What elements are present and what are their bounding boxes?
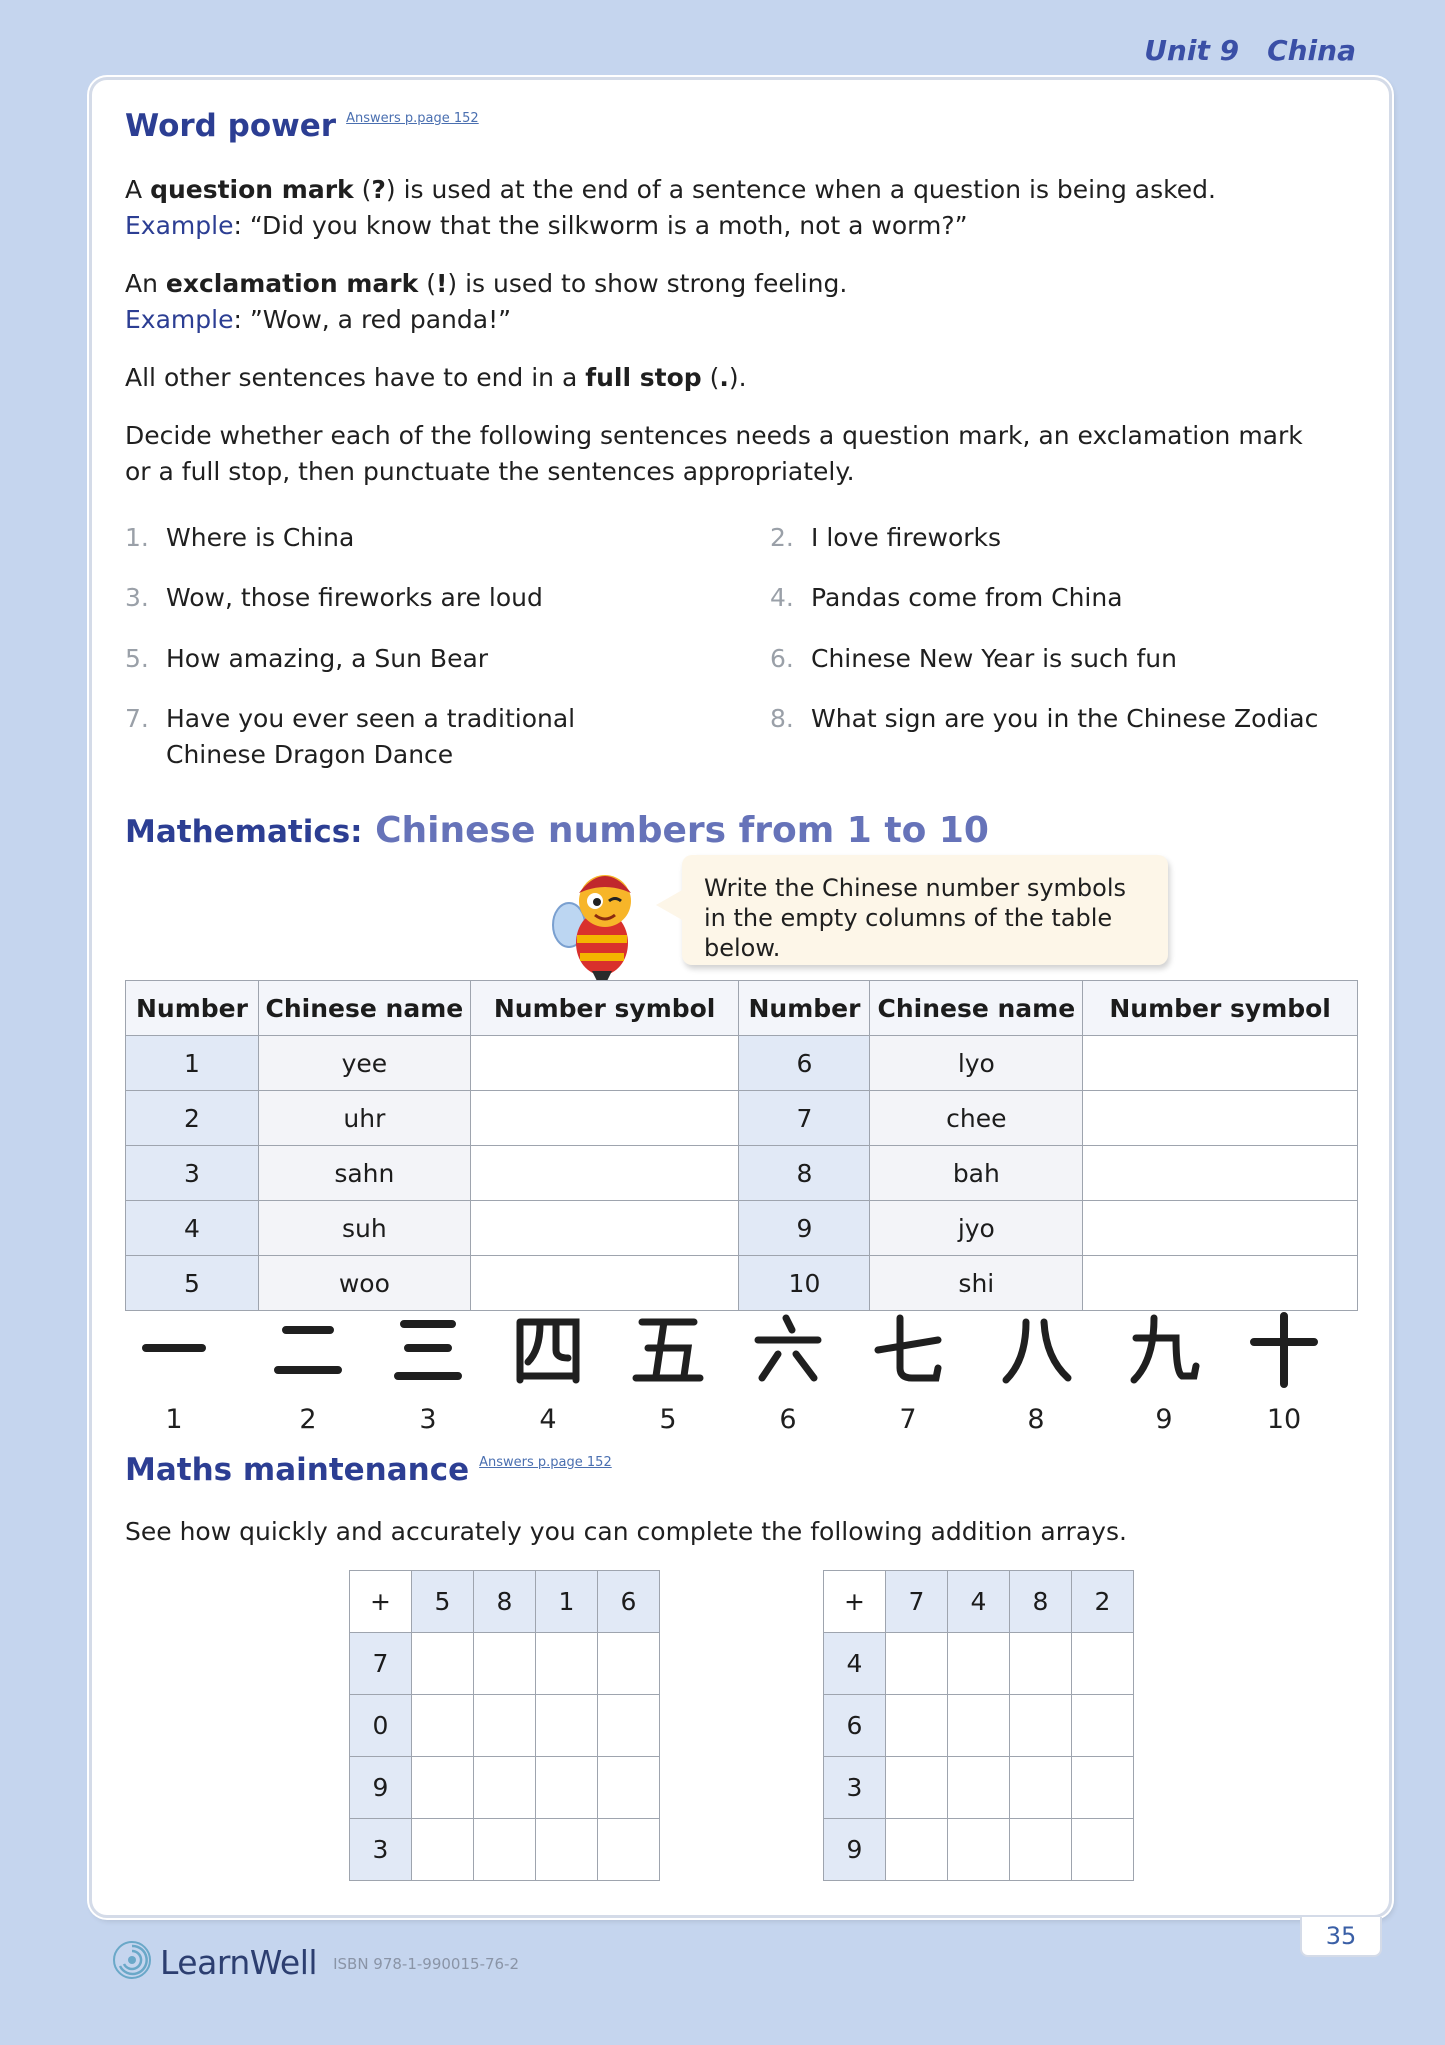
symbol-answer-cell[interactable] bbox=[470, 1256, 739, 1311]
answer-cell[interactable] bbox=[886, 1819, 948, 1881]
list-item: 8. What sign are you in the Chinese Zodiac bbox=[770, 704, 1319, 733]
list-item: 3. Wow, those fireworks are loud bbox=[125, 583, 543, 612]
table-row: + 5 8 1 6 bbox=[350, 1571, 660, 1633]
brand-name: LearnWell bbox=[160, 1942, 318, 1982]
answer-cell[interactable] bbox=[1010, 1695, 1072, 1757]
symbol-answer-cell[interactable] bbox=[1083, 1036, 1358, 1091]
table-row: 2 uhr 7 chee bbox=[126, 1091, 1358, 1146]
answer-cell[interactable] bbox=[1072, 1757, 1134, 1819]
answer-cell[interactable] bbox=[886, 1633, 948, 1695]
table-row: 0 bbox=[350, 1695, 660, 1757]
table-row: 3 sahn 8 bah bbox=[126, 1146, 1358, 1201]
answer-cell[interactable] bbox=[886, 1695, 948, 1757]
chinese-symbol-9: 9 bbox=[1104, 1310, 1224, 1435]
addition-instruction: See how quickly and accurately you can complete the following addition arrays. bbox=[125, 1517, 1127, 1546]
symbol-answer-cell[interactable] bbox=[1083, 1146, 1358, 1201]
answer-cell[interactable] bbox=[598, 1819, 660, 1881]
chinese-symbols-row bbox=[114, 1310, 1374, 1450]
col-header: Chinese name bbox=[258, 981, 470, 1036]
learnwell-logo-icon bbox=[112, 1940, 152, 1984]
symbol-answer-cell[interactable] bbox=[470, 1036, 739, 1091]
exclamation-mark-rule: An exclamation mark (!) is used to show strong feeling. Example: ”Wow, a red panda!” bbox=[125, 269, 848, 334]
table-row: 3 bbox=[824, 1757, 1134, 1819]
col-header: Number bbox=[739, 981, 870, 1036]
list-item: 4. Pandas come from China bbox=[770, 583, 1123, 612]
chinese-symbol-10: 10 bbox=[1224, 1310, 1344, 1435]
answer-cell[interactable] bbox=[1010, 1757, 1072, 1819]
symbol-answer-cell[interactable] bbox=[1083, 1201, 1358, 1256]
chinese-symbol-3: 3 bbox=[368, 1310, 488, 1435]
answer-cell[interactable] bbox=[948, 1757, 1010, 1819]
answer-cell[interactable] bbox=[412, 1695, 474, 1757]
table-row: 5 woo 10 shi bbox=[126, 1256, 1358, 1311]
bee-mascot-icon bbox=[547, 863, 657, 993]
table-row: 1 yee 6 lyo bbox=[126, 1036, 1358, 1091]
answer-cell[interactable] bbox=[412, 1819, 474, 1881]
answer-cell[interactable] bbox=[536, 1757, 598, 1819]
answer-cell[interactable] bbox=[474, 1757, 536, 1819]
answer-cell[interactable] bbox=[412, 1757, 474, 1819]
chinese-symbol-8: 8 bbox=[976, 1310, 1096, 1435]
addition-array-2 bbox=[823, 1570, 1134, 1881]
list-item: 6. Chinese New Year is such fun bbox=[770, 644, 1177, 673]
answer-cell[interactable] bbox=[1010, 1819, 1072, 1881]
answer-cell[interactable] bbox=[598, 1695, 660, 1757]
chinese-numbers-table bbox=[125, 980, 1358, 1311]
col-header: Number symbol bbox=[470, 981, 739, 1036]
symbol-answer-cell[interactable] bbox=[1083, 1091, 1358, 1146]
maths-answers-link[interactable]: Answers p.page 152 bbox=[479, 1455, 612, 1470]
table-row: 4 suh 9 jyo bbox=[126, 1201, 1358, 1256]
answer-cell[interactable] bbox=[412, 1633, 474, 1695]
symbol-answer-cell[interactable] bbox=[470, 1201, 739, 1256]
col-header: Chinese name bbox=[870, 981, 1083, 1036]
word-power-heading: Word power bbox=[125, 108, 337, 144]
worksheet-card bbox=[89, 77, 1392, 1918]
footer bbox=[112, 1940, 519, 1984]
answer-cell[interactable] bbox=[948, 1819, 1010, 1881]
answer-cell[interactable] bbox=[1072, 1819, 1134, 1881]
punctuation-instruction: Decide whether each of the following sentences needs a question mark, an exclamation mark or a full stop, then punctuate the sentences appropriately. bbox=[125, 421, 1303, 486]
answer-cell[interactable] bbox=[1072, 1695, 1134, 1757]
answer-cell[interactable] bbox=[948, 1695, 1010, 1757]
list-item: 7. Have you ever seen a traditional Chinese Dragon Dance bbox=[125, 704, 576, 769]
word-power-title bbox=[125, 108, 479, 144]
unit-header bbox=[1144, 34, 1356, 67]
symbol-answer-cell[interactable] bbox=[470, 1146, 739, 1201]
col-header: Number bbox=[126, 981, 259, 1036]
chinese-symbol-5: 5 bbox=[608, 1310, 728, 1435]
list-item: 1. Where is China bbox=[125, 523, 355, 552]
table-row: + 7 4 8 2 bbox=[824, 1571, 1134, 1633]
mathematics-title: Mathematics: Chinese numbers from 1 to 10 bbox=[125, 810, 989, 851]
isbn: ISBN 978-1-990015-76-2 bbox=[333, 1955, 520, 1973]
addition-array-1 bbox=[349, 1570, 660, 1881]
table-row: 6 bbox=[824, 1695, 1134, 1757]
answer-cell[interactable] bbox=[598, 1633, 660, 1695]
table-row: 3 bbox=[350, 1819, 660, 1881]
answer-cell[interactable] bbox=[474, 1633, 536, 1695]
table-header-row bbox=[126, 981, 1358, 1036]
question-mark-rule: A question mark (?) is used at the end of a sentence when a question is being asked. Example: “Did you know that the silkworm is a moth, not a worm?” bbox=[125, 175, 1216, 240]
symbol-answer-cell[interactable] bbox=[1083, 1256, 1358, 1311]
maths-maintenance-heading: Maths maintenance bbox=[125, 1452, 470, 1488]
unit-label: Unit 9 bbox=[1144, 34, 1240, 67]
answer-cell[interactable] bbox=[948, 1633, 1010, 1695]
chinese-symbol-7: 7 bbox=[848, 1310, 968, 1435]
word-power-answers-link[interactable]: Answers p.page 152 bbox=[346, 111, 479, 126]
full-stop-rule: All other sentences have to end in a full stop (.). bbox=[125, 363, 747, 392]
maths-maintenance-title bbox=[125, 1452, 612, 1488]
list-item: 2. I love fireworks bbox=[770, 523, 1002, 552]
page-number: 35 bbox=[1300, 1917, 1382, 1957]
list-item: 5. How amazing, a Sun Bear bbox=[125, 644, 489, 673]
answer-cell[interactable] bbox=[1010, 1633, 1072, 1695]
table-row: 9 bbox=[824, 1819, 1134, 1881]
answer-cell[interactable] bbox=[1072, 1633, 1134, 1695]
answer-cell[interactable] bbox=[886, 1757, 948, 1819]
chinese-symbol-1: 1 bbox=[165, 1404, 183, 1435]
table-row: 7 bbox=[350, 1633, 660, 1695]
answer-cell[interactable] bbox=[536, 1633, 598, 1695]
answer-cell[interactable] bbox=[536, 1819, 598, 1881]
table-row: 4 bbox=[824, 1633, 1134, 1695]
col-header: Number symbol bbox=[1083, 981, 1358, 1036]
answer-cell[interactable] bbox=[474, 1819, 536, 1881]
unit-topic: China bbox=[1267, 34, 1356, 67]
speech-bubble: Write the Chinese number symbols in the empty columns of the table below. bbox=[682, 855, 1168, 965]
table-row: 9 bbox=[350, 1757, 660, 1819]
symbol-answer-cell[interactable] bbox=[470, 1091, 739, 1146]
chinese-symbol-6: 6 bbox=[728, 1310, 848, 1435]
answer-cell[interactable] bbox=[474, 1695, 536, 1757]
chinese-symbol-2: 2 bbox=[248, 1310, 368, 1435]
answer-cell[interactable] bbox=[598, 1757, 660, 1819]
answer-cell[interactable] bbox=[536, 1695, 598, 1757]
chinese-symbol-4: 4 bbox=[488, 1310, 608, 1435]
